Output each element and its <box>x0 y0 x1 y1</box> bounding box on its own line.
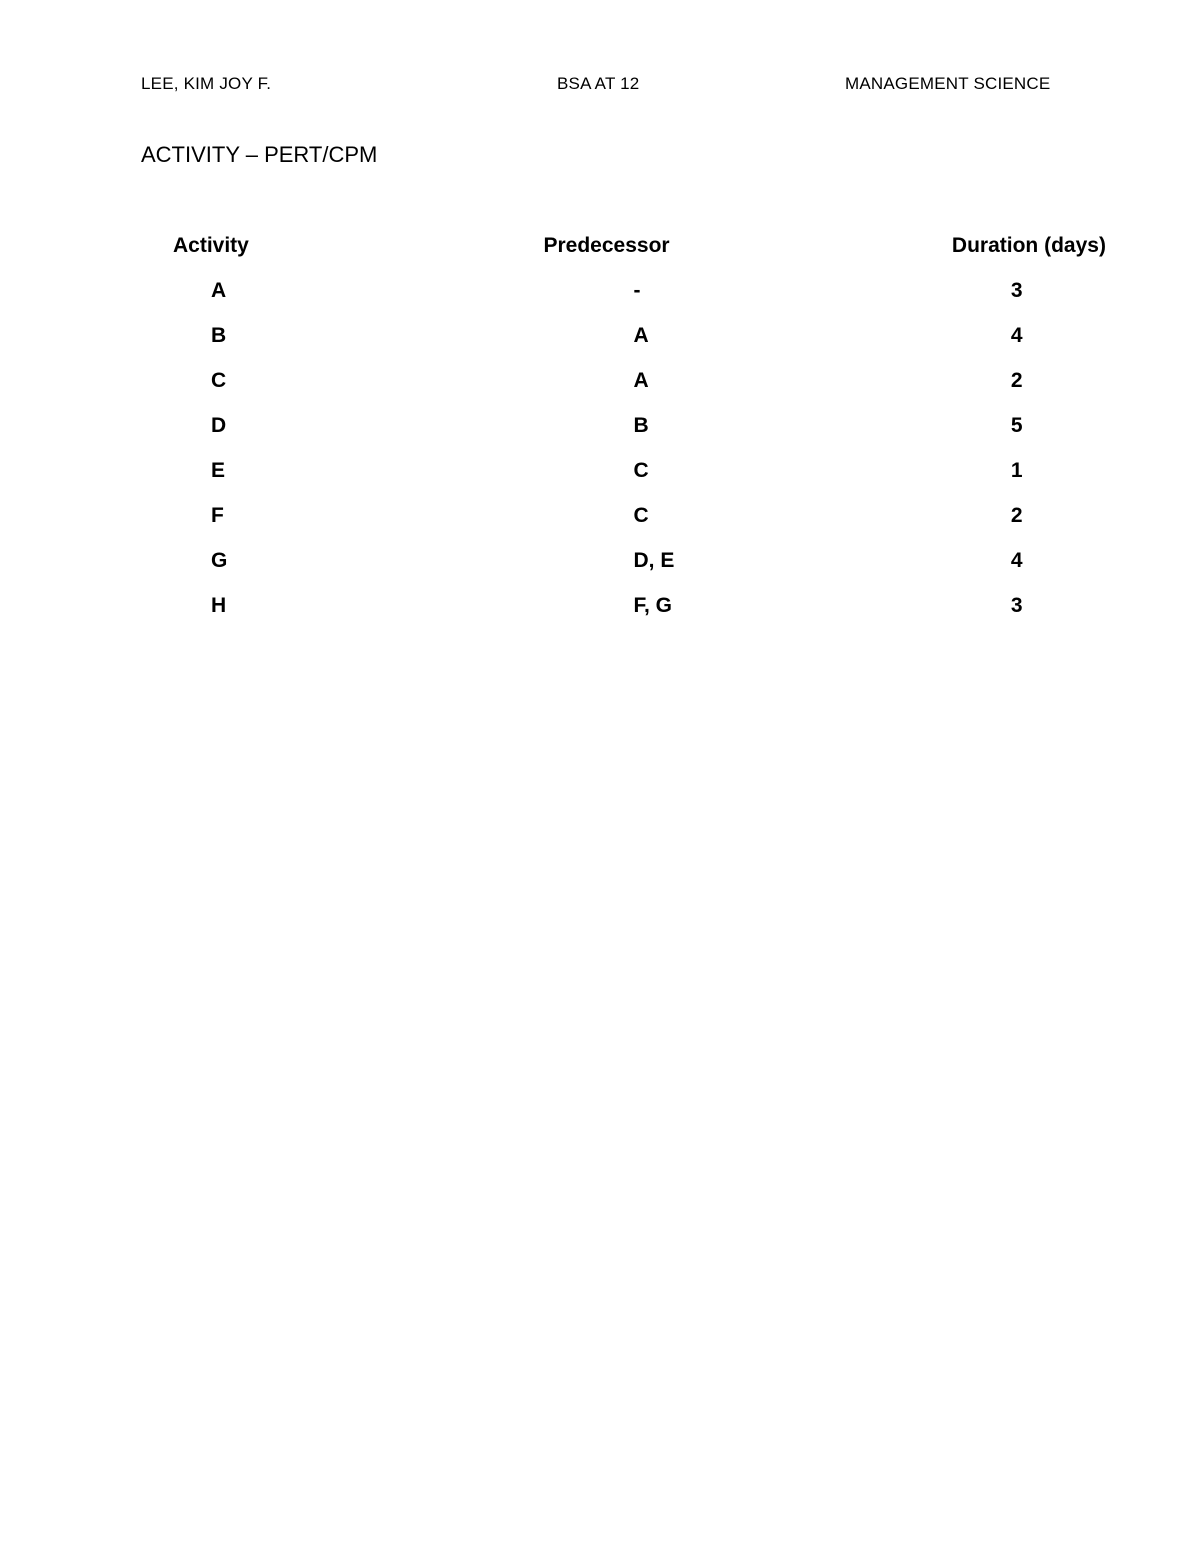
cell-duration: 3 <box>1010 593 1023 617</box>
cell-predecessor: - <box>633 278 641 302</box>
table-header-row <box>141 223 1200 268</box>
cell-predecessor: F, G <box>633 593 672 617</box>
cell-duration: 2 <box>1010 368 1023 392</box>
header-section: BSA AT 12 <box>557 74 640 93</box>
cell-activity: F <box>211 503 224 527</box>
cell-duration: 4 <box>1010 548 1023 572</box>
cell-duration: 4 <box>1010 323 1023 347</box>
column-header-activity: Activity <box>173 233 249 257</box>
cell-activity: H <box>211 593 227 617</box>
page-title: ACTIVITY – PERT/CPM <box>141 142 378 167</box>
cell-activity: C <box>211 368 227 392</box>
table-row <box>141 493 1200 538</box>
header-subject: MANAGEMENT SCIENCE <box>845 74 1051 93</box>
table-row <box>141 313 1200 358</box>
cell-duration: 5 <box>1010 413 1023 437</box>
table-row <box>141 268 1200 313</box>
cell-predecessor: A <box>633 323 649 347</box>
cell-duration: 1 <box>1010 458 1023 482</box>
table-row <box>141 403 1200 448</box>
column-header-predecessor: Predecessor <box>543 233 670 257</box>
table-row <box>141 538 1200 583</box>
activity-table <box>141 223 1200 628</box>
cell-activity: G <box>211 548 228 572</box>
cell-predecessor: D, E <box>633 548 675 572</box>
cell-predecessor: C <box>633 458 649 482</box>
table-row <box>141 358 1200 403</box>
table-row <box>141 448 1200 493</box>
cell-duration: 2 <box>1010 503 1023 527</box>
cell-activity: E <box>211 458 226 482</box>
cell-predecessor: C <box>633 503 649 527</box>
cell-predecessor: A <box>633 368 649 392</box>
cell-activity: B <box>211 323 227 347</box>
cell-duration: 3 <box>1010 278 1023 302</box>
header-student-name: LEE, KIM JOY F. <box>141 74 272 93</box>
cell-predecessor: B <box>633 413 649 437</box>
cell-activity: A <box>211 278 227 302</box>
cell-activity: D <box>211 413 227 437</box>
column-header-duration: Duration (days) <box>951 233 1106 257</box>
table-row <box>141 583 1200 628</box>
